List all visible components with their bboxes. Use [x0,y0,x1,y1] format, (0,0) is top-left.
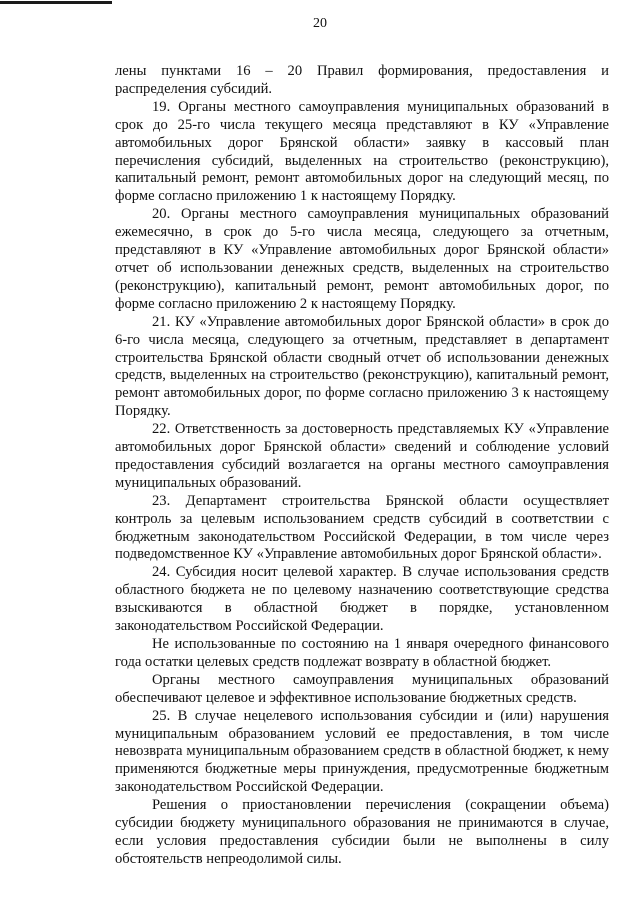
paragraph-21: 21. КУ «Управление автомобильных дорог Брянской области» в срок до 6-го числа месяца, следующего за отчетным, представляет в департамент строительства Брянской области сводный отчет об использовании денежных средств, выделенных на строительство (реконструкцию), капитальный ремонт, ремонт автомобильных дорог, по форме согласно приложению 3 к настоящему Порядку. [115,313,609,420]
paragraph-22: 22. Ответственность за достоверность представляемых КУ «Управление автомобильных дорог Брянской области» сведений и соблюдение условий предоставления субсидий возлагается на органы местного самоуправления муниципальных образований. [115,421,609,491]
paragraph-24: 24. Субсидия носит целевой характер. В случае использования средств областного бюджета не по целевому назначению соответствующие средства взыскиваются в областной бюджет в порядке, установленном законодательством Российской Федерации. [115,564,609,635]
document-body [115,63,609,869]
paragraph-24-unused-funds: Не использованные по состоянию на 1 января очередного финансового года остатки целевых средств подлежат возврату в областной бюджет. [115,636,609,670]
paragraph-24-local-authorities: Органы местного самоуправления муниципальных образований обеспечивают целевое и эффективное использование бюджетных средств. [115,671,609,706]
paragraph-continuation: лены пунктами 16 – 20 Правил формирования, предоставления и распределения субсидий. [115,63,609,97]
paragraph-20: 20. Органы местного самоуправления муниципальных образований ежемесячно, в срок до 5-го числа месяца, следующего за отчетным, представляют в КУ «Управление автомобильных дорог Брянской области» отчет об использовании денежных средств, выделенных на строительство (реконструкцию), капитальный ремонт, ремонт автомобильных дорог, по форме согласно приложению 2 к настоящему Порядку. [115,206,609,312]
paragraph-19: 19. Органы местного самоуправления муниципальных образований в срок до 25-го числа текущего месяца представляют в КУ «Управление автомобильных дорог Брянской области» заявку в кассовый план перечисления субсидий, выделенных на строительство (реконструкцию), капитальный ремонт, ремонт автомобильных дорог на следующий месяц, по форме согласно приложению 1 к настоящему Порядку. [115,98,609,205]
paragraph-25-decisions: Решения о приостановлении перечисления (сокращении объема) субсидии бюджету муниципального образования не принимаются в случае, если условия предоставления субсидии были не выполнены в силу обстоятельств непреодолимой силы. [115,797,609,867]
page-number: 20 [313,16,327,31]
paragraph-23: 23. Департамент строительства Брянской области осуществляет контроль за целевым использованием средств субсидий в соответствии с бюджетным законодательством Российской Федерации, в том числе через подведомственное КУ «Управление автомобильных дорог Брянской области». [115,492,609,563]
paragraph-25: 25. В случае нецелевого использования субсидии и (или) нарушения муниципальным образованием условий ее предоставления, в том числе невозврата муниципальным образованием средств в областной бюджет, к нему применяются бюджетные меры принуждения, предусмотренные бюджетным законодательством Российской Федерации. [115,707,609,796]
header-rule [0,1,112,4]
